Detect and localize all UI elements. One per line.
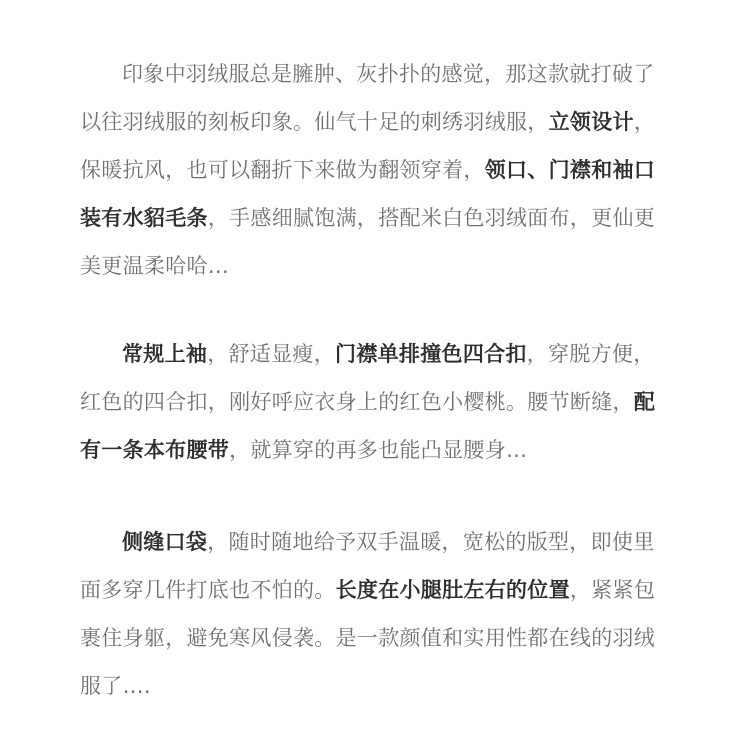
highlight-snap-buttons: 门襟单排撞色四合扣	[335, 342, 527, 366]
text-segment: ，手感细腻饱满，搭配米白色羽绒面布，更仙更美更温柔哈哈…	[80, 206, 656, 278]
paragraph-collar-design	[80, 50, 670, 290]
text-segment: ，随时随地给予双手温暖，宽松的版型，即使里面多穿几件打底也不怕的。	[80, 530, 655, 602]
highlight-side-pockets: 侧缝口袋	[122, 530, 208, 554]
text-segment: ，穿脱方便，红色的四合扣，刚好呼应衣身上的红色小樱桃。腰节断缝，	[80, 342, 655, 414]
text-segment: 印象中羽绒服总是臃肿、灰扑扑的感觉，那这款就打破了以往羽绒服的刻板印象。仙气十足的刺绣羽绒服，	[80, 62, 655, 134]
text-segment: ，就算穿的再多也能凸显腰身…	[229, 438, 528, 462]
highlight-stand-collar: 立领设计	[548, 110, 634, 134]
paragraph-sleeve-buttons	[80, 330, 670, 474]
text-segment: ，保暖抗风，也可以翻折下来做为翻领穿着，	[80, 110, 656, 182]
paragraph-pockets-length	[80, 518, 670, 710]
text-segment: ，舒适显瘦，	[207, 342, 336, 366]
highlight-regular-sleeve: 常规上袖	[122, 342, 208, 366]
highlight-mink-trim: 领口、门襟和袖口装有水貂毛条	[80, 158, 656, 230]
highlight-belt: 配有一条本布腰带	[80, 390, 656, 462]
text-segment: ，紧紧包裹住身躯，避免寒风侵袭。是一款颜值和实用性都在线的羽绒服了….	[80, 578, 656, 698]
highlight-length: 长度在小腿肚左右的位置	[335, 578, 570, 602]
